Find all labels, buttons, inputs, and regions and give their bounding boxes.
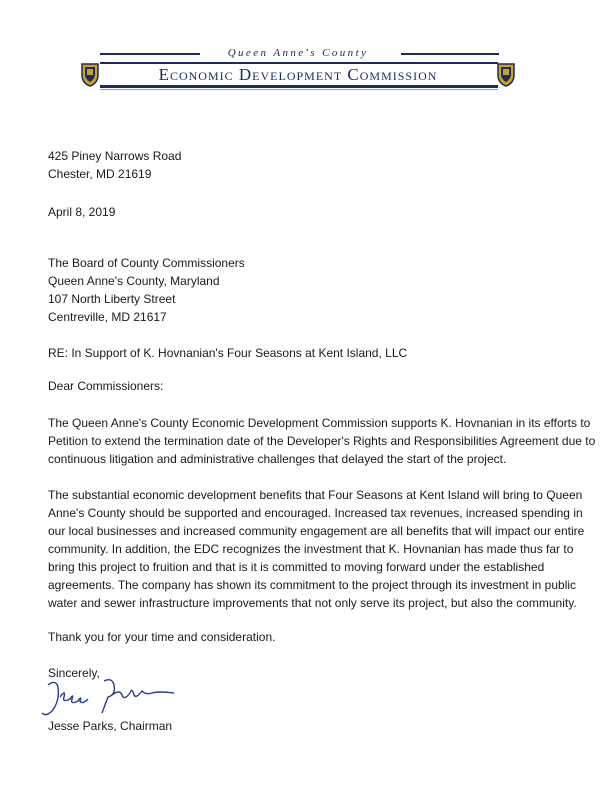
letter-date: April 8, 2019 xyxy=(48,205,116,219)
recipient-line: The Board of County Commissioners xyxy=(48,256,245,270)
letterhead-band-bottom xyxy=(100,85,498,88)
signature xyxy=(34,673,194,723)
salutation: Dear Commissioners: xyxy=(48,379,164,393)
sender-address-line: Chester, MD 21619 xyxy=(48,167,152,181)
sender-address-line: 425 Piney Narrows Road xyxy=(48,149,182,163)
recipient-line: 107 North Liberty Street xyxy=(48,292,176,306)
closing: Sincerely, xyxy=(48,666,100,680)
letterhead-title: Economic Development Commission xyxy=(158,65,438,84)
county-seal-icon xyxy=(496,61,516,87)
county-seal-icon xyxy=(80,61,100,87)
letterhead-band-gold xyxy=(100,89,498,90)
recipient-line: Queen Anne's County, Maryland xyxy=(48,274,220,288)
signatory-name: Jesse Parks, Chairman xyxy=(48,719,173,733)
body-paragraph: The substantial economic development benefits that Four Seasons at Kent Island will bring to Queen Anne's County should be supported and encouraged. Increased tax revenues, increased spending in our local businesses and increased community engagement are all benefits that will impact our entire community. In addition, the EDC recognizes the investment that K. Hovnanian has made thus far to bring this project to fruition and that is it is committed to moving forward under the established agreements. The company has shown its commitment to the project through its investment in public water and sewer infrastructure improvements that not only serve its project, but also the community. xyxy=(48,488,585,610)
recipient-line: Centreville, MD 21617 xyxy=(48,310,167,324)
subject-line: RE: In Support of K. Hovnanian's Four Seasons at Kent Island, LLC xyxy=(48,346,408,360)
body-paragraph: Thank you for your time and consideration. xyxy=(48,630,276,644)
letterhead-county: Queen Anne's County xyxy=(227,47,369,59)
letterhead xyxy=(78,47,518,93)
body-paragraph: The Queen Anne's County Economic Development Commission supports K. Hovnanian in its efforts to Petition to extend the termination date of the Developer's Rights and Responsibilities Agreement due to continuous litigation and administrative challenges that delayed the start of the project. xyxy=(48,416,596,466)
